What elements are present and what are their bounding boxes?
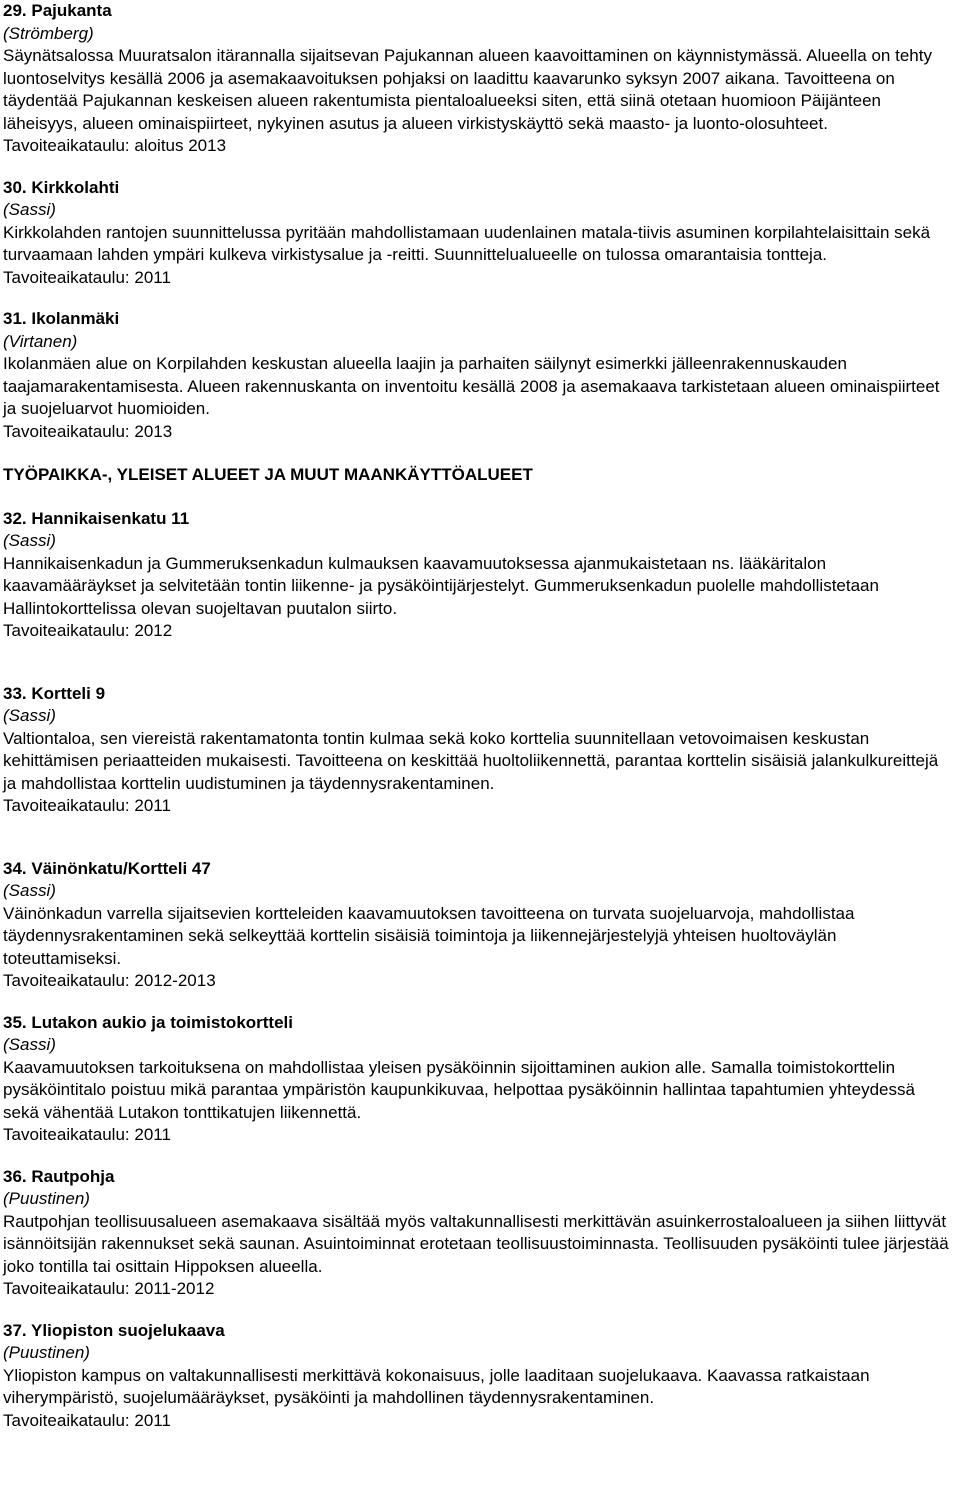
item-title: 35. Lutakon aukio ja toimistokortteli: [3, 1012, 293, 1032]
plan-item-35: [3, 1012, 954, 1147]
item-schedule: Tavoiteaikataulu: 2011: [3, 796, 171, 815]
item-title: 29. Pajukanta: [3, 1, 112, 20]
item-owner: (Strömberg): [3, 23, 94, 43]
item-schedule: Tavoiteaikataulu: 2011: [3, 1410, 171, 1430]
item-description: Ikolanmäen alue on Korpilahden keskustan alueella laajin ja parhaiten säilynyt esimerkki jälleenrakennuskauden taajamarakentamisesta. Alueen rakennuskanta on inventoitu kesällä 2008 ja asemakaava tarkistetaan alueen ominaispiirteet ja suojeluarvot huomioiden.: [3, 354, 940, 418]
item-title: 31. Ikolanmäki: [3, 309, 120, 328]
item-owner: (Sassi): [3, 1035, 56, 1054]
item-description: Kaavamuutoksen tarkoituksena on mahdollistaa yleisen pysäköinnin sijoittaminen aukion alle. Samalla toimistokorttelin pysäköintitalo poistuu mikä parantaa ympäristön kaupunkikuvaa, helpottaa pysäköinnin hallintaa tapahtumien yhteydessä sekä vähentää Lutakon tonttikatujen liikennettä.: [3, 1057, 915, 1122]
item-description: Yliopiston kampus on valtakunnallisesti merkittävä kokonaisuus, jolle laaditaan suojelukaava. Kaavassa ratkaistaan viherympäristö, suojelumääräykset, pysäköinti ja mahdollinen täydennysrakentaminen.: [3, 1365, 870, 1407]
plan-item-29: [3, 0, 954, 158]
item-title: 30. Kirkkolahti: [3, 177, 120, 197]
plan-item-37: [3, 1320, 954, 1433]
item-description: Hannikaisenkadun ja Gummeruksenkadun kulmauksen kaavamuutoksessa ajanmukaistetaan ns. lääkäritalon kaavamääräykset ja selvitetään tontin liikenne- ja pysäköintijärjestelyt. Gummeruksenkadun puolelle mahdollistetaan Hallintokorttelissa olevan suojeltavan puutalon siirto.: [3, 553, 879, 618]
item-title: 36. Rautpohja: [3, 1166, 115, 1186]
plan-item-30: [3, 177, 954, 290]
item-schedule: Tavoiteaikataulu: 2011: [3, 1125, 171, 1144]
section-heading: TYÖPAIKKA-, YLEISET ALUEET JA MUUT MAANKÄYTTÖALUEET: [3, 465, 533, 484]
plan-item-36: [3, 1166, 954, 1301]
item-owner: (Virtanen): [3, 331, 78, 351]
item-description: Valtiontaloa, sen viereistä rakentamatonta tontin kulmaa sekä koko korttelia suunnitellaan vetovoimaisen keskustan kehittämisen periaatteiden mukaisesti. Tavoitteena on keskittää huoltoliikennettä, parantaa korttelin sisäisiä jalankulkureittejä ja mahdollistaa korttelin uudistuminen ja täydennysrakentaminen.: [3, 728, 939, 793]
item-schedule: Tavoiteaikataulu: aloitus 2013: [3, 136, 227, 155]
item-schedule: Tavoiteaikataulu: 2011-2012: [3, 1279, 215, 1298]
item-owner: (Puustinen): [3, 1343, 90, 1362]
item-schedule: Tavoiteaikataulu: 2013: [3, 421, 173, 441]
item-schedule: Tavoiteaikataulu: 2012: [3, 621, 173, 640]
item-description: Väinönkadun varrella sijaitsevien kortteleiden kaavamuutoksen tavoitteena on turvata suojeluarvoja, mahdollistaa täydennysrakentaminen sekä selkeyttää korttelin sisäisiä toimintoja ja liikennejärjestelyjä yhteisen huoltoväylän toteuttamiseksi.: [3, 903, 855, 968]
item-title: 33. Kortteli 9: [3, 683, 106, 703]
item-schedule: Tavoiteaikataulu: 2011: [3, 267, 171, 287]
item-description: Kirkkolahden rantojen suunnittelussa pyritään mahdollistamaan uudenlainen matala-tiivis asuminen korpilahtelaisittain sekä turvaamaan lahden ympäri kulkeva virkistysalue ja -reitti. Suunnittelualueelle on tulossa omarantaisia tontteja.: [3, 222, 931, 264]
item-schedule: Tavoiteaikataulu: 2012-2013: [3, 971, 216, 990]
item-title: 37. Yliopiston suojelukaava: [3, 1320, 225, 1340]
item-title: 32. Hannikaisenkatu 11: [3, 508, 190, 528]
plan-item-33: [3, 683, 954, 818]
plan-item-32: [3, 508, 954, 643]
item-owner: (Puustinen): [3, 1189, 90, 1208]
item-owner: (Sassi): [3, 531, 56, 550]
item-description: Rautpohjan teollisuusalueen asemakaava sisältää myös valtakunnallisesti merkittävän asuinkerrostaloalueen ja siihen liittyvät isännöitsijän rakennukset sekä saunan. Asuintoiminnat erotetaan teollisuustoiminnasta. Teollisuuden pysäköinti tulee järjestää joko tontilla tai osittain Hippoksen alueella.: [3, 1211, 949, 1276]
item-title: 34. Väinönkatu/Kortteli 47: [3, 858, 211, 878]
item-owner: (Sassi): [3, 881, 56, 900]
item-description: Säynätsalossa Muuratsalon itärannalla sijaitsevan Pajukannan alueen kaavoittaminen on käynnistymässä. Alueella on tehty luontoselvitys kesällä 2006 ja asemakaavoituksen pohjaksi on laadittu kaavarunko syksyn 2007 aikana. Tavoitteena on täydentää Pajukannan keskeisen alueen rakentumista pientaloalueeksi siten, että siinä otetaan huomioon Päijänteen läheisyys, alueen ominaispiirteet, nykyinen asutus ja alueen virkistyskäyttö sekä maasto- ja luonto-olosuhteet.: [3, 46, 932, 133]
item-owner: (Sassi): [3, 706, 56, 725]
item-owner: (Sassi): [3, 200, 56, 219]
plan-item-34: [3, 858, 954, 993]
plan-item-31: [3, 308, 954, 443]
